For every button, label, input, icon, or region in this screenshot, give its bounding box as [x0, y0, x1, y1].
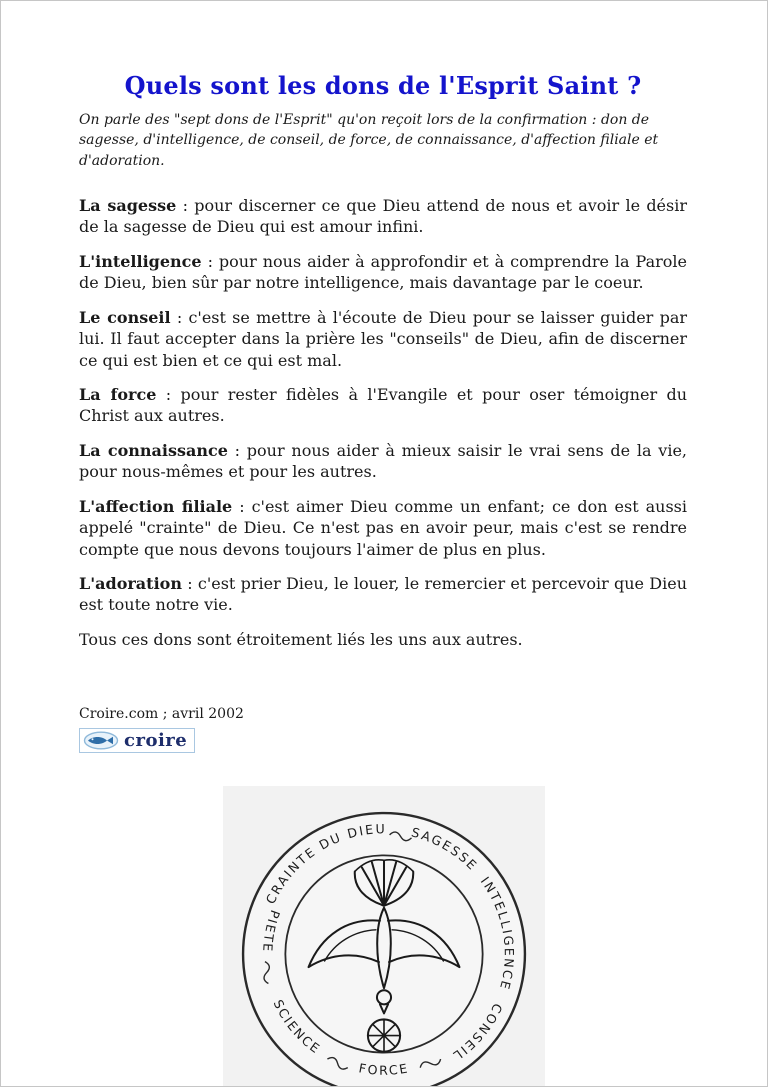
source-line: Croire.com ; avril 2002 [79, 706, 244, 723]
gift-description: : c'est aimer Dieu comme un enfant; ce don est aussi appelé "crainte" de Dieu. Ce n'est pas en avoir peur, mais c'est se rendre compte que nous devons toujours l'aimer de plus en plus. [79, 496, 688, 559]
croire-logo [79, 728, 195, 753]
gift-term: L'adoration [79, 574, 182, 594]
seal-word-conseil: CONSEIL [449, 1001, 506, 1065]
gift-paragraph-affection-filiale [79, 496, 687, 560]
seal-word-crainte-du-dieu: CRAINTE DU DIEU [262, 821, 387, 907]
gift-description: : pour discerner ce que Dieu attend de nous et avoir le désir de la sagesse de Dieu qui est amour infini. [79, 195, 688, 237]
seal-word-sagesse: SAGESSE [409, 824, 481, 875]
gift-description: : c'est prier Dieu, le louer, le remercier et percevoir que Dieu est toute notre vie. [79, 574, 687, 615]
gift-term: L'affection filiale [79, 496, 233, 516]
gift-term: La connaissance [79, 440, 228, 460]
intro-paragraph: On parle des "sept dons de l'Esprit" qu'on reçoit lors de la confirmation : don de sagesse, d'intelligence, de conseil, de force, de connaissance, d'affection filiale et d'adoration. [79, 112, 659, 169]
holy-spirit-seal-icon [233, 803, 535, 1087]
seal-image [223, 786, 545, 1087]
gift-term: L'intelligence [79, 251, 202, 271]
gift-paragraph-force [79, 384, 687, 427]
gift-description: : pour rester fidèles à l'Evangile et pour oser témoigner du Christ aux autres. [79, 384, 688, 426]
gift-paragraph-conseil [79, 307, 687, 371]
gift-description: : pour nous aider à mieux saisir le vrai sens de la vie, pour nous-mêmes et pour les autres. [79, 440, 688, 482]
orb-icon [368, 1020, 400, 1052]
gift-description: : pour nous aider à approfondir et à comprendre la Parole de Dieu, bien sûr par notre intelligence, mais davantage par le coeur. [79, 251, 687, 293]
seal-word-science: SCIENCE [270, 997, 324, 1058]
gift-description: : c'est se mettre à l'écoute de Dieu pour se laisser guider par lui. Il faut accepter dans la prière les "conseils" de Dieu, afin de discerner ce qui est bien et ce qui est mal. [79, 307, 688, 370]
gift-term: La sagesse [79, 195, 177, 215]
logo-text: croire [124, 730, 188, 752]
seal-word-piete: PIETE [260, 908, 284, 954]
gift-paragraph-connaissance [79, 440, 687, 483]
closing-paragraph: Tous ces dons sont étroitement liés les uns aux autres. [79, 629, 523, 649]
gift-term: La force [79, 384, 157, 404]
gift-paragraph-adoration [79, 573, 687, 616]
gift-term: Le conseil [79, 307, 171, 327]
gift-paragraph-sagesse [79, 195, 687, 238]
page-title: Quels sont les dons de l'Esprit Saint ? [124, 71, 642, 100]
gift-paragraph-intelligence [79, 251, 687, 294]
seal-word-force: FORCE [357, 1060, 411, 1079]
document-content [1, 1, 767, 754]
fish-icon [83, 731, 119, 750]
seal-word-intelligence: INTELLIGENCE [477, 874, 517, 993]
svg-text:FORCE [358, 1061, 411, 1079]
